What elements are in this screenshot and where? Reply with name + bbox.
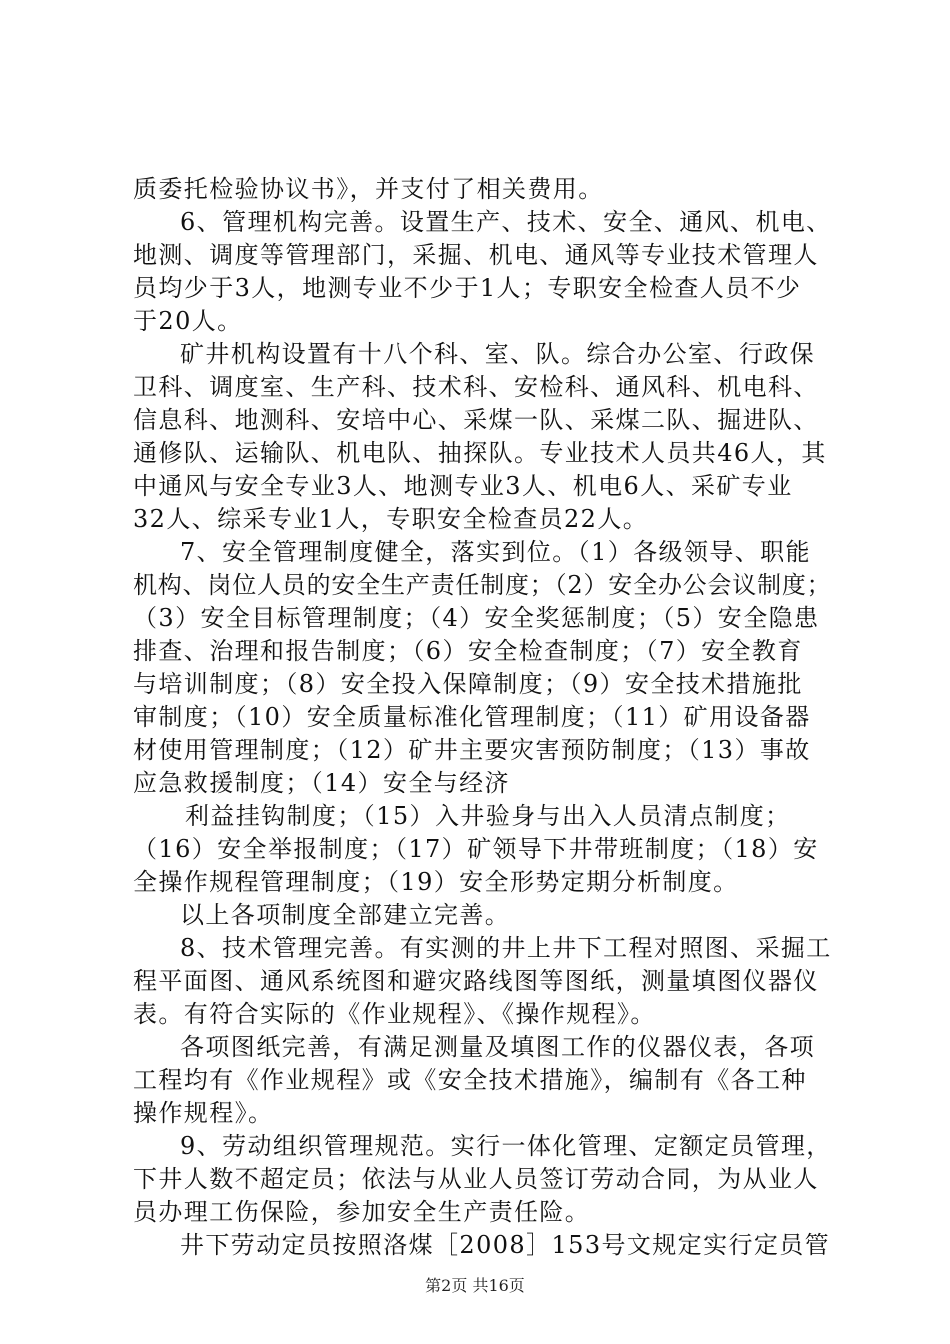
text-line-2: 6、管理机构完善。设置生产、技术、安全、通风、机电、 xyxy=(180,208,832,236)
page-number-footer: 第2页 共16页 xyxy=(425,1276,525,1295)
text-line-15: 排查、治理和报告制度；（6）安全检查制度；（7）安全教育 xyxy=(133,637,803,665)
text-line-14: （3）安全目标管理制度；（4）安全奖惩制度；（5）安全隐患 xyxy=(133,604,820,632)
text-line-4: 员均少于3人，地测专业不少于1人；专职安全检查人员不少 xyxy=(133,274,802,302)
text-line-3: 地测、调度等管理部门，采掘、机电、通风等专业技术管理人 xyxy=(133,241,819,269)
text-line-20: 利益挂钩制度；（15）入井验身与出入人员清点制度； xyxy=(185,802,791,830)
text-line-5: 于20人。 xyxy=(133,307,243,335)
text-line-9: 通修队、运输队、机电队、抽探队。专业技术人员共46人，其 xyxy=(133,439,827,467)
text-line-19: 应急救援制度；（14）安全与经济 xyxy=(133,769,510,797)
text-line-33: 井下劳动定员按照洛煤［2008］153号文规定实行定员管 xyxy=(180,1231,831,1259)
text-line-31: 下井人数不超定员；依法与从业人员签订劳动合同，为从业人 xyxy=(133,1165,819,1193)
text-line-1: 质委托检验协议书》，并支付了相关费用。 xyxy=(133,175,604,203)
text-line-30: 9、劳动组织管理规范。实行一体化管理、定额定员管理， xyxy=(180,1132,832,1160)
text-line-6: 矿井机构设置有十八个科、室、队。综合办公室、行政保 xyxy=(180,340,815,368)
text-line-11: 32人、综采专业1人，专职安全检查员22人。 xyxy=(133,505,649,533)
text-line-13: 机构、岗位人员的安全生产责任制度；（2）安全办公会议制度； xyxy=(133,571,832,599)
text-line-17: 审制度；（10）安全质量标准化管理制度；（11）矿用设备器 xyxy=(133,703,811,731)
text-line-32: 员办理工伤保险，参加安全生产责任险。 xyxy=(133,1198,591,1226)
text-line-18: 材使用管理制度；（12）矿井主要灾害预防制度；（13）事故 xyxy=(133,736,811,764)
text-line-24: 8、技术管理完善。有实测的井上井下工程对照图、采掘工 xyxy=(180,934,832,962)
text-line-8: 信息科、地测科、安培中心、采煤一队、采煤二队、掘进队、 xyxy=(133,406,819,434)
text-line-21: （16）安全举报制度；（17）矿领导下井带班制度；（18）安 xyxy=(133,835,819,863)
text-line-12: 7、安全管理制度健全，落实到位。（1）各级领导、职能 xyxy=(180,538,811,566)
text-line-10: 中通风与安全专业3人、地测专业3人、机电6人、采矿专业 xyxy=(133,472,793,500)
text-line-25: 程平面图、通风系统图和避灾路线图等图纸，测量填图仪器仪 xyxy=(133,967,819,995)
text-line-23: 以上各项制度全部建立完善。 xyxy=(180,901,511,929)
text-line-28: 工程均有《作业规程》或《安全技术措施》，编制有《各工种 xyxy=(133,1066,807,1094)
text-line-27: 各项图纸完善，有满足测量及填图工作的仪器仪表，各项 xyxy=(180,1033,815,1061)
text-line-7: 卫科、调度室、生产科、技术科、安检科、通风科、机电科、 xyxy=(133,373,819,401)
text-line-29: 操作规程》。 xyxy=(133,1099,274,1127)
text-line-16: 与培训制度；（8）安全投入保障制度；（9）安全技术措施批 xyxy=(133,670,803,698)
text-line-26: 表。有符合实际的《作业规程》、《操作规程》。 xyxy=(133,1000,656,1028)
text-line-22: 全操作规程管理制度；（19）安全形势定期分析制度。 xyxy=(133,868,739,896)
